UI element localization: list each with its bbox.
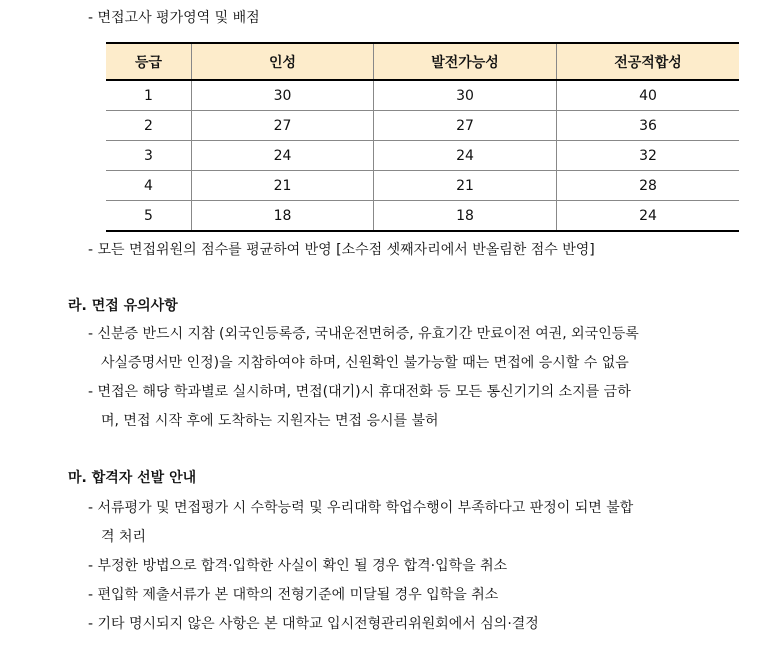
table-cell: 1	[106, 80, 192, 111]
table-row	[106, 141, 739, 171]
section-ma-line: - 편입학 제출서류가 본 대학의 전형기준에 미달될 경우 입학을 취소	[88, 587, 499, 603]
table-cell: 40	[557, 80, 740, 111]
table-cell: 27	[374, 111, 557, 141]
section-ra-line: - 면접은 해당 학과별로 실시하며, 면접(대기)시 휴대전화 등 모든 통신기기의 소지를 금하	[88, 384, 631, 400]
section-ma-line: 격 처리	[101, 529, 147, 545]
table-cell: 32	[557, 141, 740, 171]
section-ra-line: 사실증명서만 인정)을 지참하여야 하며, 신원확인 불가능할 때는 면접에 응시할 수 없음	[101, 355, 629, 371]
table-cell: 24	[192, 141, 374, 171]
table-row	[106, 80, 739, 111]
header-grade: 등급	[106, 43, 192, 80]
section-ra-line: 며, 면접 시작 후에 도착하는 지원자는 면접 응시를 불허	[101, 413, 439, 429]
table-row	[106, 171, 739, 201]
table-cell: 4	[106, 171, 192, 201]
table-cell: 24	[374, 141, 557, 171]
section-ra-line: - 신분증 반드시 지참 (외국인등록증, 국내운전면허증, 유효기간 만료이전 여권, 외국인등록	[88, 326, 639, 342]
table-cell: 3	[106, 141, 192, 171]
interview-section-title: - 면접고사 평가영역 및 배점	[88, 10, 260, 26]
table-row	[106, 111, 739, 141]
table-cell: 18	[374, 201, 557, 232]
section-ma-line: - 서류평가 및 면접평가 시 수학능력 및 우리대학 학업수행이 부족하다고 판정이 되면 불합	[88, 500, 634, 516]
section-ma-heading: 마. 합격자 선발 안내	[68, 470, 197, 486]
score-note: - 모든 면접위원의 점수를 평균하여 반영 [소수점 셋째자리에서 반올림한 점수 반영]	[88, 242, 595, 258]
table-row	[106, 201, 739, 232]
table-cell: 21	[374, 171, 557, 201]
header-major-fit: 전공적합성	[557, 43, 740, 80]
table-cell: 18	[192, 201, 374, 232]
section-ra-heading: 라. 면접 유의사항	[68, 298, 178, 314]
table-cell: 5	[106, 201, 192, 232]
table-cell: 30	[192, 80, 374, 111]
table-cell: 28	[557, 171, 740, 201]
table-cell: 36	[557, 111, 740, 141]
score-table	[106, 42, 739, 232]
section-ma-line: - 부정한 방법으로 합격·입학한 사실이 확인 될 경우 합격·입학을 취소	[88, 558, 508, 574]
table-cell: 2	[106, 111, 192, 141]
table-header-row	[106, 43, 739, 80]
table-cell: 21	[192, 171, 374, 201]
table-cell: 30	[374, 80, 557, 111]
table-cell: 24	[557, 201, 740, 232]
header-potential: 발전가능성	[374, 43, 557, 80]
table-cell: 27	[192, 111, 374, 141]
section-ma-line: - 기타 명시되지 않은 사항은 본 대학교 입시전형관리위원회에서 심의·결정	[88, 616, 539, 632]
header-character: 인성	[192, 43, 374, 80]
